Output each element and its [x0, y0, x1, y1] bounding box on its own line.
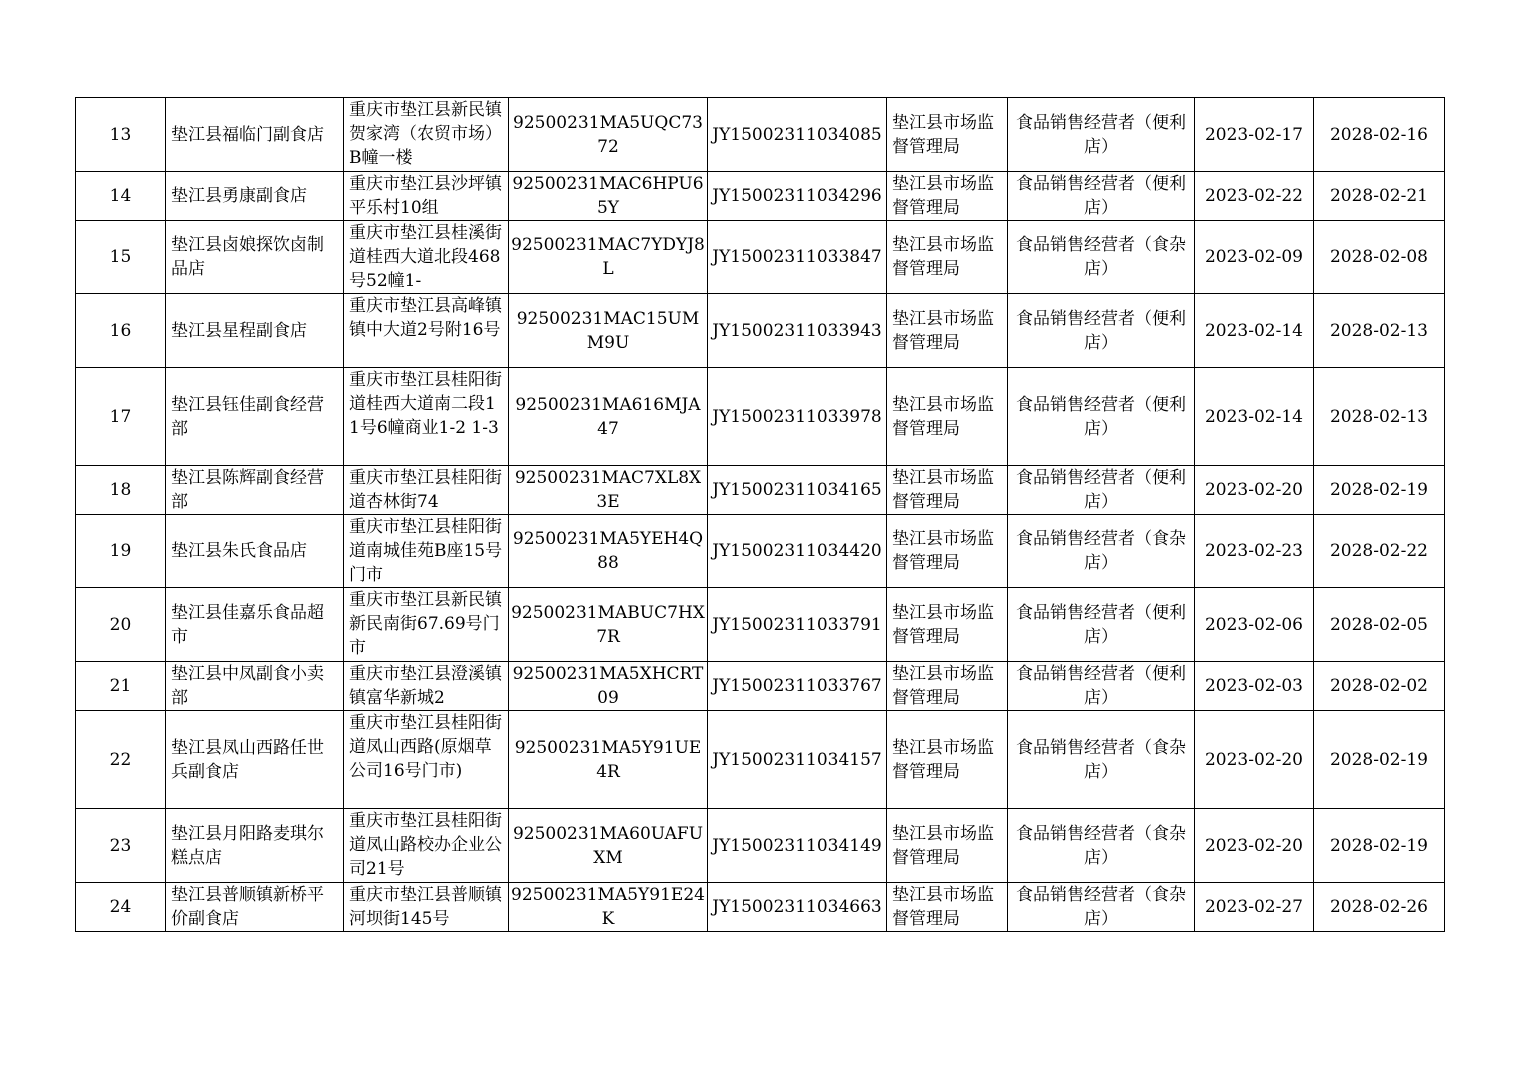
row-index — [76, 588, 166, 662]
issue-date — [1195, 221, 1314, 294]
expiry-date-text: 2028-02-21 — [1329, 186, 1428, 206]
credit-code — [509, 588, 708, 662]
credit-code-text: 92500231MA5Y91UE4R — [514, 737, 702, 782]
shop-address — [344, 221, 509, 294]
shop-name-text: 垫江县卤娘探饮卤制品店 — [171, 235, 324, 279]
shop-name-text: 垫江县星程副食店 — [171, 320, 307, 341]
issue-date-text: 2023-02-20 — [1204, 749, 1303, 770]
shop-address — [344, 662, 509, 711]
credit-code-text: 92500231MA5XHCRT09 — [512, 664, 704, 708]
credit-code — [509, 662, 708, 711]
shop-name-text: 垫江县中凤副食小卖部 — [171, 664, 324, 708]
credit-code — [509, 98, 708, 172]
business-category-text: 食品销售经营者（便利店） — [1016, 394, 1186, 439]
credit-code-text: 92500231MAC7YDYJ8L — [511, 235, 705, 279]
issue-date-text: 2023-02-22 — [1204, 186, 1303, 206]
license-number-text: JY15002311034149 — [712, 835, 882, 856]
license-number — [708, 711, 887, 809]
row-index — [76, 221, 166, 294]
expiry-date-text: 2028-02-05 — [1329, 614, 1428, 635]
shop-name — [166, 221, 344, 294]
license-number — [708, 515, 887, 588]
row-index — [76, 172, 166, 221]
shop-name-text: 垫江县朱氏食品店 — [171, 541, 307, 561]
shop-address — [344, 588, 509, 662]
shop-address — [344, 466, 509, 515]
shop-name-text: 垫江县福临门副食店 — [171, 124, 324, 145]
issuing-authority-text: 垫江县市场监督管理局 — [892, 664, 994, 708]
credit-code — [509, 883, 708, 932]
issuing-authority — [887, 466, 1008, 515]
credit-code — [509, 172, 708, 221]
issuing-authority — [887, 172, 1008, 221]
row-index-text: 14 — [109, 186, 132, 206]
issue-date-text: 2023-02-20 — [1204, 480, 1303, 500]
shop-name — [166, 588, 344, 662]
shop-name-text: 垫江县凤山西路任世兵副食店 — [171, 737, 324, 782]
row-index — [76, 883, 166, 932]
shop-address-text: 重庆市垫江县桂阳街道桂西大道南二段11号6幢商业1-2 1-3 — [349, 370, 502, 438]
row-index-text: 17 — [109, 406, 132, 427]
expiry-date — [1314, 294, 1445, 368]
issuing-authority — [887, 515, 1008, 588]
credit-code — [509, 466, 708, 515]
issue-date-text: 2023-02-23 — [1204, 541, 1303, 561]
issuing-authority-text: 垫江县市场监督管理局 — [892, 602, 994, 647]
issue-date-text: 2023-02-14 — [1204, 320, 1303, 341]
issue-date-text: 2023-02-14 — [1204, 406, 1303, 427]
table-row — [76, 662, 1445, 711]
expiry-date-text: 2028-02-13 — [1329, 320, 1428, 341]
shop-address-text: 重庆市垫江县桂阳街道杏林街74 — [349, 468, 502, 512]
shop-address-text: 重庆市垫江县桂阳街道凤山路校办企业公司21号 — [349, 811, 502, 879]
license-number — [708, 809, 887, 883]
table-row — [76, 809, 1445, 883]
shop-name-text: 垫江县佳嘉乐食品超市 — [171, 602, 324, 647]
credit-code — [509, 294, 708, 368]
credit-code-text: 92500231MABUC7HX7R — [511, 602, 705, 647]
shop-name — [166, 662, 344, 711]
issuing-authority — [887, 294, 1008, 368]
expiry-date — [1314, 809, 1445, 883]
shop-name — [166, 466, 344, 515]
expiry-date — [1314, 98, 1445, 172]
expiry-date-text: 2028-02-02 — [1329, 676, 1428, 696]
issue-date-text: 2023-02-09 — [1204, 247, 1303, 267]
issue-date-text: 2023-02-03 — [1204, 676, 1303, 696]
business-category — [1008, 515, 1195, 588]
license-number-text: JY15002311034165 — [712, 480, 882, 500]
expiry-date-text: 2028-02-19 — [1329, 835, 1428, 856]
issue-date — [1195, 883, 1314, 932]
business-category-text: 食品销售经营者（食杂店） — [1016, 529, 1186, 573]
issue-date-text: 2023-02-06 — [1204, 614, 1303, 635]
expiry-date — [1314, 883, 1445, 932]
issuing-authority — [887, 711, 1008, 809]
shop-name-text: 垫江县普顺镇新桥平价副食店 — [171, 885, 324, 929]
issuing-authority-text: 垫江县市场监督管理局 — [892, 885, 994, 929]
table-row — [76, 515, 1445, 588]
shop-address — [344, 883, 509, 932]
issue-date-text: 2023-02-17 — [1204, 124, 1303, 145]
shop-address-text: 重庆市垫江县澄溪镇镇富华新城2 — [349, 664, 502, 708]
license-number-text: JY15002311034085 — [712, 124, 882, 145]
business-category-text: 食品销售经营者（食杂店） — [1016, 885, 1186, 929]
shop-name — [166, 515, 344, 588]
row-index — [76, 711, 166, 809]
shop-address — [344, 809, 509, 883]
expiry-date-text: 2028-02-26 — [1329, 897, 1428, 917]
row-index-text: 21 — [109, 676, 132, 696]
table-row — [76, 172, 1445, 221]
shop-address — [344, 711, 509, 809]
shop-address-text: 重庆市垫江县普顺镇河坝街145号 — [349, 885, 502, 929]
shop-name-text: 垫江县钰佳副食经营部 — [171, 394, 324, 439]
business-category-text: 食品销售经营者（食杂店） — [1016, 737, 1186, 782]
credit-code-text: 92500231MA5YEH4Q88 — [512, 529, 704, 573]
expiry-date-text: 2028-02-19 — [1329, 749, 1428, 770]
table-row — [76, 883, 1445, 932]
table-body — [76, 98, 1445, 932]
license-number — [708, 588, 887, 662]
credit-code — [509, 809, 708, 883]
license-number — [708, 172, 887, 221]
license-number-text: JY15002311034420 — [712, 541, 882, 561]
expiry-date — [1314, 368, 1445, 466]
shop-name — [166, 809, 344, 883]
credit-code-text: 92500231MA5UQC7372 — [513, 112, 703, 157]
expiry-date-text: 2028-02-13 — [1329, 406, 1428, 427]
license-number-text: JY15002311033978 — [712, 406, 882, 427]
row-index — [76, 466, 166, 515]
business-category-text: 食品销售经营者（便利店） — [1016, 664, 1186, 708]
business-category-text: 食品销售经营者（便利店） — [1016, 308, 1186, 353]
business-category-text: 食品销售经营者（便利店） — [1016, 468, 1186, 512]
shop-address — [344, 98, 509, 172]
row-index-text: 19 — [109, 541, 132, 561]
expiry-date-text: 2028-02-16 — [1329, 124, 1428, 145]
expiry-date — [1314, 221, 1445, 294]
business-category-text: 食品销售经营者（便利店） — [1016, 602, 1186, 647]
issuing-authority — [887, 368, 1008, 466]
expiry-date-text: 2028-02-19 — [1329, 480, 1428, 500]
row-index — [76, 662, 166, 711]
table-row — [76, 294, 1445, 368]
license-number — [708, 466, 887, 515]
issuing-authority — [887, 221, 1008, 294]
credit-code-text: 92500231MAC7XL8X3E — [514, 468, 702, 512]
row-index-text: 15 — [109, 247, 132, 267]
credit-code — [509, 515, 708, 588]
table-row — [76, 221, 1445, 294]
business-category — [1008, 221, 1195, 294]
license-number — [708, 294, 887, 368]
expiry-date — [1314, 172, 1445, 221]
business-category — [1008, 711, 1195, 809]
shop-address-text: 重庆市垫江县桂阳街道凤山西路(原烟草公司16号门市) — [349, 713, 502, 781]
issuing-authority — [887, 98, 1008, 172]
issue-date-text: 2023-02-27 — [1204, 897, 1303, 917]
shop-name-text: 垫江县陈辉副食经营部 — [171, 468, 324, 512]
expiry-date — [1314, 588, 1445, 662]
shop-address-text: 重庆市垫江县桂溪街道桂西大道北段468号52幢1- — [349, 223, 502, 291]
row-index — [76, 809, 166, 883]
expiry-date — [1314, 711, 1445, 809]
shop-name — [166, 172, 344, 221]
shop-address-text: 重庆市垫江县沙坪镇平乐村10组 — [349, 174, 502, 218]
shop-address — [344, 172, 509, 221]
table-row — [76, 711, 1445, 809]
issue-date — [1195, 294, 1314, 368]
business-category — [1008, 883, 1195, 932]
license-number-text: JY15002311034157 — [712, 749, 882, 770]
issue-date — [1195, 662, 1314, 711]
row-index-text: 22 — [109, 749, 132, 770]
expiry-date — [1314, 515, 1445, 588]
business-category — [1008, 368, 1195, 466]
business-category — [1008, 172, 1195, 221]
shop-name-text: 垫江县月阳路麦琪尔糕点店 — [171, 823, 324, 868]
table-row — [76, 368, 1445, 466]
issuing-authority-text: 垫江县市场监督管理局 — [892, 174, 994, 218]
shop-address-text: 重庆市垫江县新民镇新民南街67.69号门市 — [349, 590, 502, 658]
issuing-authority — [887, 809, 1008, 883]
credit-code-text: 92500231MA5Y91E24K — [511, 885, 705, 929]
credit-code — [509, 221, 708, 294]
issuing-authority — [887, 588, 1008, 662]
row-index — [76, 294, 166, 368]
business-category-text: 食品销售经营者（便利店） — [1016, 112, 1186, 157]
business-category — [1008, 809, 1195, 883]
issuing-authority-text: 垫江县市场监督管理局 — [892, 308, 994, 353]
issuing-authority-text: 垫江县市场监督管理局 — [892, 529, 994, 573]
expiry-date — [1314, 662, 1445, 711]
issuing-authority-text: 垫江县市场监督管理局 — [892, 112, 994, 157]
issuing-authority — [887, 662, 1008, 711]
license-number-text: JY15002311033767 — [712, 676, 882, 696]
table-row — [76, 588, 1445, 662]
business-category — [1008, 294, 1195, 368]
row-index-text: 16 — [109, 320, 132, 341]
shop-address — [344, 294, 509, 368]
row-index — [76, 515, 166, 588]
license-number-text: JY15002311033943 — [712, 320, 882, 341]
shop-name — [166, 883, 344, 932]
shop-name — [166, 711, 344, 809]
row-index-text: 24 — [109, 897, 132, 917]
expiry-date-text: 2028-02-22 — [1329, 541, 1428, 561]
license-number — [708, 98, 887, 172]
row-index — [76, 368, 166, 466]
table-row — [76, 466, 1445, 515]
expiry-date — [1314, 466, 1445, 515]
issuing-authority-text: 垫江县市场监督管理局 — [892, 468, 994, 512]
issuing-authority-text: 垫江县市场监督管理局 — [892, 737, 994, 782]
row-index-text: 20 — [109, 614, 132, 635]
shop-name — [166, 294, 344, 368]
shop-name-text: 垫江县勇康副食店 — [171, 186, 307, 206]
license-number-text: JY15002311034663 — [712, 897, 882, 917]
credit-code — [509, 711, 708, 809]
issue-date — [1195, 515, 1314, 588]
row-index-text: 23 — [109, 835, 132, 856]
business-category-text: 食品销售经营者（食杂店） — [1016, 235, 1186, 279]
license-number — [708, 662, 887, 711]
license-number — [708, 221, 887, 294]
license-number-text: JY15002311033847 — [712, 247, 882, 267]
shop-name — [166, 368, 344, 466]
issue-date — [1195, 98, 1314, 172]
issue-date — [1195, 809, 1314, 883]
license-number-text: JY15002311034296 — [712, 186, 882, 206]
credit-code — [509, 368, 708, 466]
shop-address-text: 重庆市垫江县高峰镇镇中大道2号附16号 — [349, 296, 502, 340]
shop-address-text: 重庆市垫江县新民镇贺家湾（农贸市场）B幢一楼 — [349, 100, 502, 168]
credit-code-text: 92500231MA60UAFUXM — [512, 823, 704, 868]
issue-date-text: 2023-02-20 — [1204, 835, 1303, 856]
license-number — [708, 883, 887, 932]
shop-address — [344, 368, 509, 466]
issuing-authority-text: 垫江县市场监督管理局 — [892, 394, 994, 439]
row-index — [76, 98, 166, 172]
shop-address — [344, 515, 509, 588]
shop-address-text: 重庆市垫江县桂阳街道南城佳苑B座15号门市 — [349, 517, 503, 585]
issuing-authority-text: 垫江县市场监督管理局 — [892, 823, 994, 868]
business-category — [1008, 662, 1195, 711]
issue-date — [1195, 368, 1314, 466]
issue-date — [1195, 466, 1314, 515]
credit-code-text: 92500231MA616MJA47 — [515, 394, 701, 439]
license-table — [75, 97, 1445, 932]
business-category-text: 食品销售经营者（食杂店） — [1016, 823, 1186, 868]
business-category — [1008, 98, 1195, 172]
row-index-text: 18 — [109, 480, 132, 500]
table-row — [76, 98, 1445, 172]
license-number — [708, 368, 887, 466]
issue-date — [1195, 711, 1314, 809]
credit-code-text: 92500231MAC15UMM9U — [516, 308, 700, 353]
credit-code-text: 92500231MAC6HPU65Y — [512, 174, 704, 218]
business-category-text: 食品销售经营者（便利店） — [1016, 174, 1186, 218]
issue-date — [1195, 588, 1314, 662]
issue-date — [1195, 172, 1314, 221]
license-number-text: JY15002311033791 — [712, 614, 882, 635]
issuing-authority — [887, 883, 1008, 932]
business-category — [1008, 588, 1195, 662]
shop-name — [166, 98, 344, 172]
issuing-authority-text: 垫江县市场监督管理局 — [892, 235, 994, 279]
expiry-date-text: 2028-02-08 — [1329, 247, 1428, 267]
business-category — [1008, 466, 1195, 515]
row-index-text: 13 — [109, 124, 132, 145]
